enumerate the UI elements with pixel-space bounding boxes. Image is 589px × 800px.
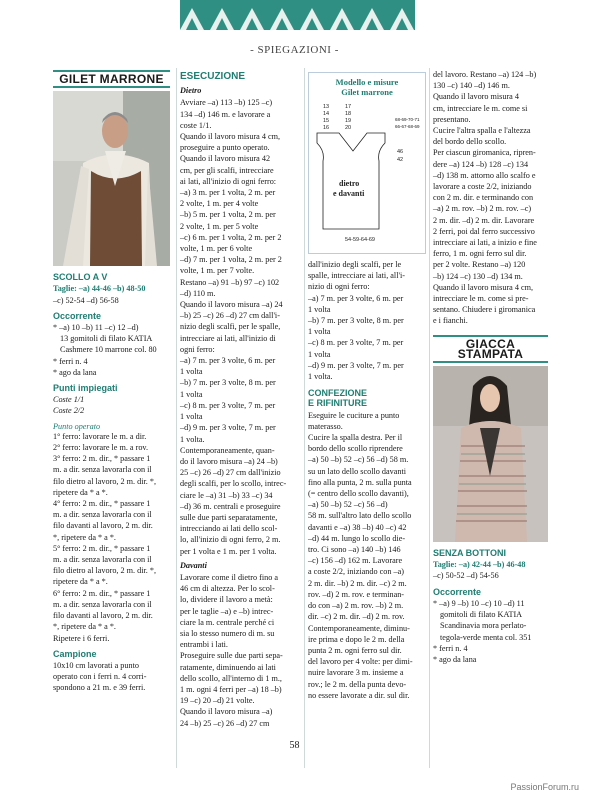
instr-line: spalle, intrecciare ai lati, all'i- [308,271,405,281]
instr-line: –b) 7 m. per 3 volte, 8 m. per [180,378,276,388]
materials-line: * ferri n. 4 [433,643,468,653]
instr-line: 2 volte, 1 m. per 5 volte [180,221,259,231]
sizes-2 [433,560,548,581]
instr-line: su un lato dello scollo davanti [308,466,407,476]
stitch-item: Coste 1/1 [53,395,85,405]
instr-line: do con –a) 2 m. rov. –b) 2 m. [308,601,404,611]
diagram-label: 68-69-70-71 [395,117,420,122]
instr-line: Contemporaneamente, quan- [180,445,275,455]
diagram-label: 42 [397,157,404,163]
instr-line: tro. Ci sono –a) 140 –b) 146 [308,545,401,555]
instr-line: –d) 9 m. per 3 volte, 7 m. per [308,360,404,370]
instr-line: Cucire la spalla destra. Per il [308,433,403,443]
neck-type: SCOLLO A V [53,272,108,283]
instr-line: –c) 8 m. per 3 volte, 7 m. per [180,400,276,410]
instr-line: 2 m. dir. –d) 2 m. dir. Lavorare [433,215,535,225]
instr-line: Quando il lavoro misura 42 [180,154,271,164]
instr-line: per 2 volte. Restano –a) 120 [433,260,526,270]
instr-line: del lavoro per 4 volte: per dimi- [308,657,413,667]
materials-line: * –a) 9 –b) 10 –c) 10 –d) 11 [433,598,525,608]
front-title: Davanti [180,560,207,570]
instr-line: do il lavoro misura –a) 24 –b) [180,456,278,466]
sizes-line: –c) 50-52 –d) 54-56 [433,571,499,581]
materials-line: * ago da lana [53,367,97,377]
section-header: - SPIEGAZIONI - [250,44,339,56]
instr-line: Quando il lavoro misura –a) 24 [180,300,283,310]
instr-line: ratamente, diminuendo ai lati [180,662,276,672]
diagram-label: 46 [397,149,404,155]
instr-line: –a) 2 m. rov. –b) 2 m. rov. –c) [433,204,532,214]
instr-line: no essere lavorate a dir. sul dir. [308,690,410,700]
instr-line: sulle due parti separatamente, [180,512,278,522]
knit-pattern-band [180,0,415,30]
instr-line: Contemporaneamente, diminu- [308,623,410,633]
instr-line: *, ripetere da * a *. [53,532,116,542]
materials-list [53,323,170,378]
page-number: 58 [289,740,300,751]
operato-title: Punto operato [53,421,101,431]
instr-line: Quando il lavoro misura 4 cm, [180,132,281,142]
materials-line: Scandinavia mora perlato- [440,621,527,631]
instr-line: m. a dir. senza lavorarla con il [53,555,152,565]
instr-line: nuire lavorare 3 m. insieme a [308,668,404,678]
stitches-list [53,395,170,416]
instr-line: 10x10 cm lavorati a punto [53,660,139,670]
instr-line: ripetere da * a *. [53,487,108,497]
materials-list-2 [433,599,548,665]
diagram-subtitle: Gilet marrone [341,87,393,98]
instr-line: Restano –a) 91 –b) 97 –c) 102 [180,277,280,287]
instr-line: sia lo stesso numero di m. su [180,628,275,638]
instr-line: –a) 50 –b) 52 –c) 56 –d) 58 m. [308,455,409,465]
instr-line: lo, all'inizio di ogni ferro, 2 m. [180,535,281,545]
column-divider [304,68,305,768]
materials-line: * ferri n. 4 [53,356,88,366]
instr-line: 2 volte, 1 m. per 4 volte [180,199,259,209]
instr-line: dir. –c) 2 m. dir. –d) 2 m. rov. [308,612,405,622]
instr-line: 1 volta. [308,372,333,382]
instr-line: materasso. [308,421,343,431]
instr-line: –d) 36 m. centrali e proseguire [180,501,281,511]
diagram-label: 66-67-68-69 [395,124,420,129]
instr-line: –b) 25 –c) 26 –d) 27 cm dall'i- [180,311,280,321]
front-instructions [180,573,298,729]
back-instructions [180,98,298,556]
instr-line: nizio degli scalfi, per le spalle, [180,322,281,332]
instr-line: filo dietro al lavoro, 2 m. dir. *, [53,566,157,576]
instr-line: –b) 124 –c) 130 –d) 134 m. [433,271,523,281]
finishing-instructions [308,411,426,701]
instr-line: proseguire a punto operato. [180,143,270,153]
instr-line: 1 volta [308,304,331,314]
diagram-label: 16 [323,125,330,131]
pattern-title-2: GIACCA STAMPATA [433,335,548,363]
instr-line: filo davanti al lavoro, 2 m. dir. [53,611,153,621]
instr-line: 2 ferri, poi dal ferro successivo [433,226,535,236]
instr-line: –c) 8 m. per 3 volte, 7 m. per [308,338,404,348]
instr-line: rov.; le 2 m. della punta devo- [308,679,407,689]
instr-line: per 1 volta e 1 m. per 1 volta. [180,546,277,556]
instr-line: cm, per gli scalfi, intrecciare [180,165,274,175]
column-divider [176,68,177,768]
instr-line: 1 volta [180,367,203,377]
instr-line: m. a dir. senza lavorarla con il [53,465,152,475]
instr-line: ciare le –a) 31 –b) 33 –c) 34 [180,490,273,500]
diagram-piece-label: dietro e davanti [333,179,365,198]
instr-line: *, ripetere da * a *. [53,622,116,632]
instr-line: 25 –c) 26 –d) 27 cm dall'inizio [180,468,281,478]
instr-line: bordo dello scollo riprendere [308,444,403,454]
instr-line: rov. –d) 2 m. rov. e terminan- [308,589,405,599]
instr-line: Quando il lavoro misura 4 [433,92,519,102]
instr-line: –b) 5 m. per 1 volta, 2 m. per [180,210,276,220]
instr-line: 46 cm di altezza. Per lo scol- [180,584,275,594]
back-title: Dietro [180,86,202,96]
model-photo-gilet [53,91,170,266]
instr-line: 1 volta [308,327,331,337]
instr-line: Per ciascun giromanica, ripren- [433,148,536,158]
instr-line: 58 m. sull'altro lato dello scollo [308,511,412,521]
watermark: PassionForum.ru [510,782,579,792]
instr-line: del bordo dello scollo. [433,137,507,147]
instr-line: cm, intrecciare le m. come si [433,103,528,113]
diagram-title: Modello e misure [335,77,399,87]
sizes-line: –c) 52-54 –d) 56-58 [53,295,119,305]
instr-line: 1 volta. [180,434,205,444]
instr-line: –d) 44 m. lungo lo scollo die- [308,533,406,543]
instr-line: ogni ferro: [180,344,215,354]
instr-line: presentano. [433,114,471,124]
armhole-instructions [433,70,548,327]
instr-line: m. a dir. senza lavorarla con il [53,510,152,520]
instr-line: Quando il lavoro misura 4 cm, [433,282,534,292]
instr-line: 134 –d) 146 m. e lavorare a [180,109,271,119]
instr-line: intrecciare ai lati, a inizio e fine [433,238,537,248]
instr-line: 1 volta [308,349,331,359]
materials-line: gomitoli di filato KATIA [440,610,523,620]
column-divider [429,68,430,768]
instr-line: –a) 3 m. per 1 volta, 2 m. per [180,188,276,198]
instr-line: –a) 7 m. per 3 volte, 6 m. per [308,293,404,303]
instr-line: davanti e –a) 38 –b) 40 –c) 42 [308,522,407,532]
instr-line: volte, 1 m. per 7 volte. [180,266,255,276]
column-continued [433,70,548,666]
materials-title: Occorrente [53,310,102,321]
materials-line: Cashmere 10 marrone col. 80 [60,345,157,355]
instr-line: ripetere da * a *. [53,577,108,587]
instr-line: 6° ferro: 2 m. dir., * passare 1 [53,588,151,598]
instr-line: entrambi i lati. [180,640,228,650]
column-diagram [308,70,426,702]
stitches-title: Punti impiegati [53,383,118,394]
diagram-label: 18 [345,111,352,117]
instr-line: punta 2 m. ogni ferro sul dir. [308,645,402,655]
diagram-label: 19 [345,118,352,124]
instr-line: –d) 9 m. per 3 volte, 7 m. per [180,423,276,433]
materials-line: * ago da lana [433,654,477,664]
instr-line: –a) 50 –b) 52 –c) 56 –d) [308,500,388,510]
instr-line: fino alla punta, 2 m. sulla punta [308,477,412,487]
garment-outline [309,101,425,251]
diagram-label: 14 [323,111,330,117]
instr-line: 2 m. dir. –b) 2 m. dir. –c) 2 m. [308,578,407,588]
instr-line: 1° ferro: lavorare le m. a dir. [53,431,147,441]
instr-line: 1 volta [180,412,203,422]
operato-instructions [53,432,170,644]
instr-line: –d) 138 m. attorno allo scalfo e [433,170,536,180]
gauge-title: Campione [53,648,97,659]
materials-title-2: Occorrente [433,586,482,597]
instr-line: –d) 110 m. [180,288,216,298]
instr-line: –a) 7 m. per 3 volte, 6 m. per [180,356,276,366]
instr-line: a coste 2/2, iniziando con –a) [308,567,404,577]
instr-line: sentano. Chiudere i giromanica [433,305,536,315]
instr-line: 3° ferro: 2 m. dir., * passare 1 [53,454,151,464]
instr-line: 5° ferro: 2 m. dir., * passare 1 [53,543,151,553]
instr-line: con 2 m. dir. e terminando con [433,193,534,203]
sizes [53,284,170,305]
instr-line: m. a dir. senza lavorarla con il [53,599,152,609]
instr-line: spondono a 21 m. e 39 ferri. [53,683,146,693]
model-photo-jacket [433,366,548,542]
diagram-label: 54-59-64-69 [345,237,375,243]
jacket-subtitle: SENZA BOTTONI [433,548,507,559]
instr-line: per le taglie –a) e –b) intrec- [180,606,274,616]
instr-line: –c) 6 m. per 1 volta, 2 m. per 2 [180,232,282,242]
column-execution [180,70,298,730]
finishing-title: CONFEZIONE E RIFINITURE [308,388,368,409]
instr-line: del lavoro. Restano –a) 124 –b) [433,70,537,79]
instr-line: lo, dividere il lavoro a metà: [180,595,273,605]
instr-line: ire prima e dopo le 2 m. della [308,634,405,644]
instr-line: Quando il lavoro misura –a) [180,707,273,717]
materials-line: 13 gomitoli di filato KATIA [60,334,153,344]
instr-line: 4° ferro: 2 m. dir., * passare 1 [53,499,151,509]
instr-line: lavorare a coste 2/2, iniziando [433,182,532,192]
instr-line: nizio di ogni ferro: [308,282,370,292]
instr-line: dall'inizio degli scalfi, per le [308,260,402,269]
instr-line: dere –a) 124 –b) 128 –c) 134 [433,159,529,169]
instr-line: Lavorare come il dietro fino a [180,572,278,582]
instr-line: (= centro dello scollo davanti), [308,489,409,499]
instr-line: ciare la m. centrale perché ci [180,617,275,627]
instr-line: Proseguire sulle due parti sepa- [180,651,283,661]
instr-line: 1 m. ogni 4 ferri per –a) 18 –b) [180,684,282,694]
instr-line: filo davanti al lavoro, 2 m. dir. [53,521,153,531]
instr-line: degli scalfi, per lo scollo, intrec- [180,479,287,489]
instr-line: intrecciando ai lati dello scol- [180,524,278,534]
materials-line: * –a) 10 –b) 11 –c) 12 –d) [53,323,139,333]
instr-line: ferro, 1 m. ogni ferro sul dir. [433,249,527,259]
instr-line: intrecciare ai lati, all'inizio di [180,333,276,343]
instr-line: 130 –c) 140 –d) 146 m. [433,81,510,91]
column-gilet [53,70,170,695]
sizes-line: Taglie: –a) 44-46 –b) 48-50 [53,284,146,294]
instr-line: Ripetere i 6 ferri. [53,633,110,643]
instr-line: dello scollo, all'interno di 1 m., [180,673,282,683]
instr-line: –c) 156 –d) 162 m. Lavorare [308,556,403,566]
instr-line: operato con i ferri n. 4 corri- [53,672,147,682]
execution-title: ESECUZIONE [180,71,246,82]
gauge-text [53,661,170,694]
instr-line: 1 volta [180,389,203,399]
diagram-label: 13 [323,104,330,110]
instr-line: Avviare –a) 113 –b) 125 –c) [180,98,273,108]
schematic-diagram [308,72,426,254]
shoulder-instructions [308,260,426,382]
instr-line: ai lati, all'inizio di ogni ferro: [180,176,277,186]
instr-line: –d) 7 m. per 1 volta, 2 m. per 2 [180,255,282,265]
instr-line: e i fianchi. [433,316,468,326]
diagram-label: 15 [323,118,330,124]
instr-line: coste 1/1. [180,120,212,130]
sizes-line: Taglie: –a) 42-44 –b) 46-48 [433,560,526,570]
instr-line: 19 –c) 20 –d) 21 volte. [180,696,255,706]
instr-line: volte, 1 m. per 6 volte [180,244,253,254]
diagram-label: 17 [345,104,352,110]
materials-line: tegola-verde menta col. 351 [440,632,532,642]
diagram-label: 20 [345,125,352,131]
instr-line: 24 –b) 25 –c) 26 –d) 27 cm [180,718,270,728]
instr-line: 2° ferro: lavorare le m. a rov. [53,443,149,453]
stitch-item: Coste 2/2 [53,406,85,416]
pattern-title: GILET MARRONE [53,70,170,88]
instr-line: filo dietro al lavoro, 2 m. dir. *, [53,476,157,486]
instr-line: –b) 7 m. per 3 volte, 8 m. per [308,316,404,326]
instr-line: Cucire l'altra spalla e l'altezza [433,126,531,136]
instr-line: Eseguire le cuciture a punto [308,410,400,420]
instr-line: intrecciare le m. come si pre- [433,294,529,304]
